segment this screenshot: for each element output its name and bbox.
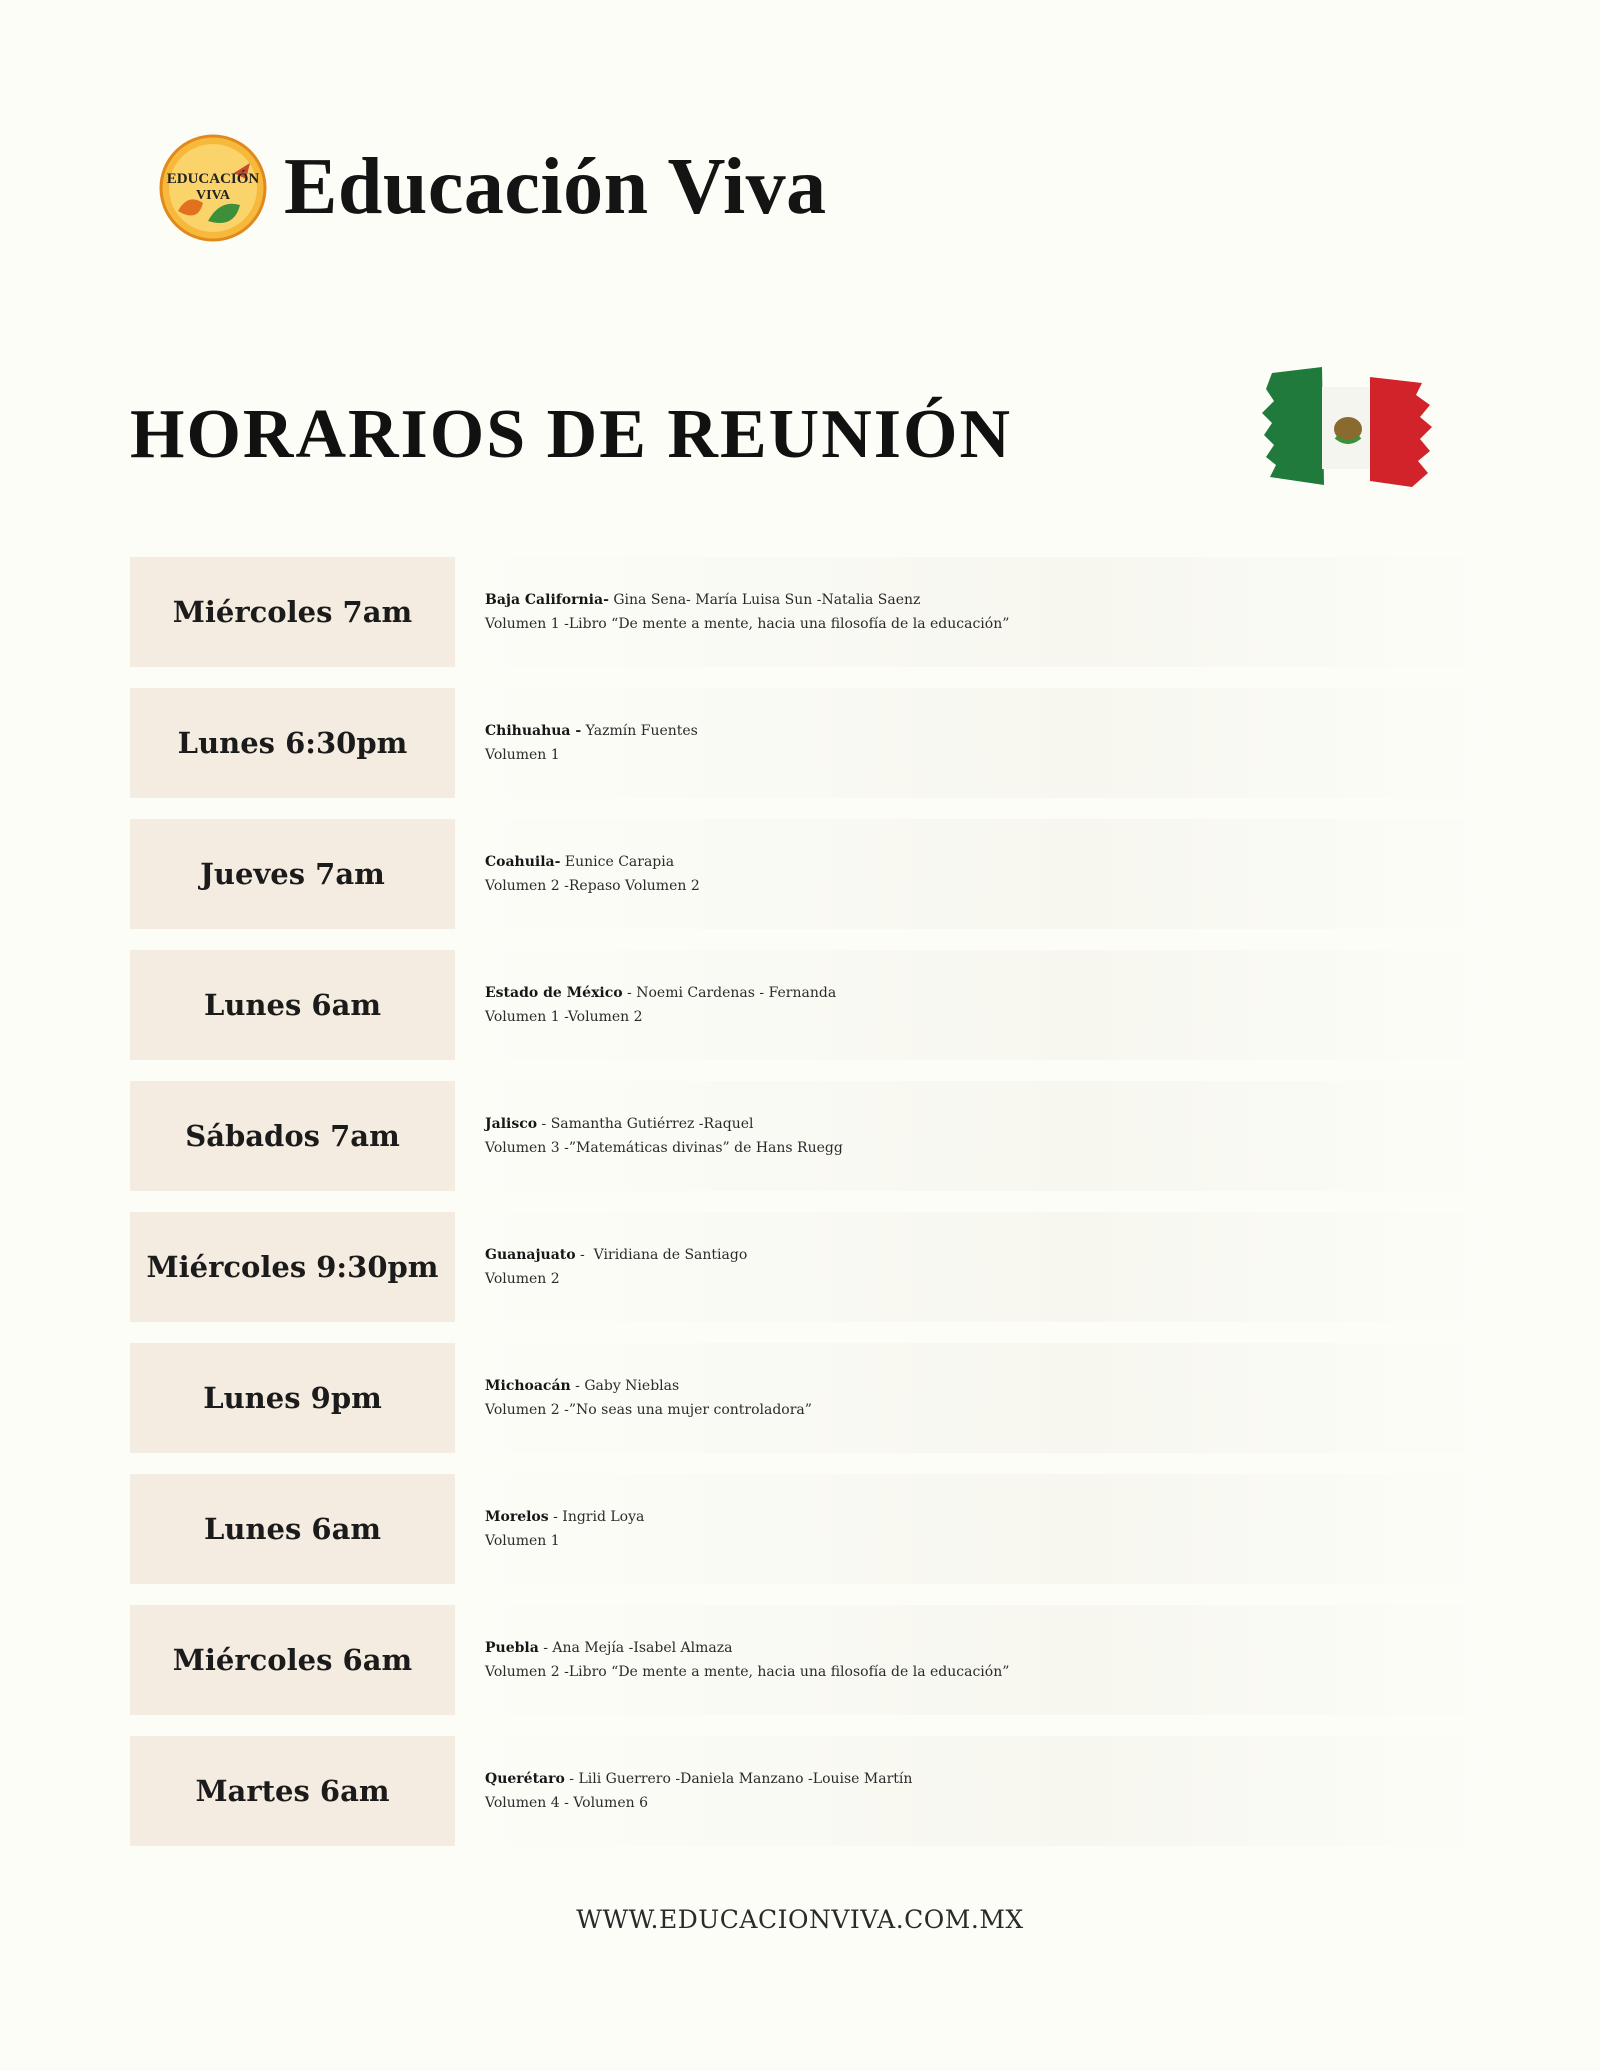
facilitator-names: Gina Sena- María Luisa Sun -Natalia Saenz xyxy=(608,592,921,609)
meeting-day-time: Miércoles 9:30pm xyxy=(130,1212,455,1322)
meeting-details xyxy=(455,1212,1500,1322)
schedule-row xyxy=(130,1343,1500,1453)
meeting-details xyxy=(455,1081,1500,1191)
state-name: Guanajuato xyxy=(485,1247,576,1264)
educacion-viva-logo-icon xyxy=(158,133,268,243)
volume-info: Volumen 1 -Volumen 2 xyxy=(485,1008,643,1025)
facilitator-names: - Ingrid Loya xyxy=(548,1509,645,1526)
facilitator-names: - Samantha Gutiérrez -Raquel xyxy=(537,1116,754,1133)
volume-info: Volumen 2 -”No seas una mujer controladora” xyxy=(485,1401,812,1418)
schedule-row xyxy=(130,688,1500,798)
logo-text-top: EDUCACIÓN xyxy=(166,170,260,187)
volume-info: Volumen 4 - Volumen 6 xyxy=(485,1794,648,1811)
facilitator-names: - Noemi Cardenas - Fernanda xyxy=(622,985,837,1002)
volume-info: Volumen 1 xyxy=(485,746,560,763)
meeting-day-time: Sábados 7am xyxy=(130,1081,455,1191)
meeting-group-line xyxy=(485,1247,1500,1265)
meeting-group-line xyxy=(485,592,1500,610)
meeting-group-line xyxy=(485,1116,1500,1134)
volume-info: Volumen 2 -Libro “De mente a mente, hacia una filosofía de la educación” xyxy=(485,1663,1010,1680)
meeting-details xyxy=(455,557,1500,667)
facilitator-names: - Ana Mejía -Isabel Almaza xyxy=(538,1640,733,1657)
meeting-details xyxy=(455,1736,1500,1846)
facilitator-names: - Viridiana de Santiago xyxy=(575,1247,748,1264)
mexico-flag-icon xyxy=(1262,365,1432,490)
state-name: Querétaro xyxy=(485,1771,565,1788)
meeting-group-line xyxy=(485,723,1500,741)
schedule-row xyxy=(130,950,1500,1060)
footer-url[interactable]: WWW.EDUCACIONVIVA.COM.MX xyxy=(576,1905,1024,1934)
meeting-group-line xyxy=(485,1640,1500,1658)
schedule-row xyxy=(130,1081,1500,1191)
brand-header xyxy=(158,130,827,245)
meeting-details xyxy=(455,1474,1500,1584)
meeting-day-time: Martes 6am xyxy=(130,1736,455,1846)
schedule-row xyxy=(130,819,1500,929)
schedule-row xyxy=(130,1605,1500,1715)
page-title: HORARIOS DE REUNIÓN xyxy=(130,396,1012,473)
meeting-group-line xyxy=(485,1771,1500,1789)
schedule-row xyxy=(130,1212,1500,1322)
meeting-day-time: Miércoles 6am xyxy=(130,1605,455,1715)
facilitator-names: - Lili Guerrero -Daniela Manzano -Louise Martín xyxy=(564,1771,913,1788)
meeting-day-time: Lunes 6am xyxy=(130,1474,455,1584)
state-name: Michoacán xyxy=(485,1378,571,1395)
schedule-table xyxy=(130,557,1500,1867)
meeting-group-line xyxy=(485,1378,1500,1396)
state-name: Estado de México xyxy=(485,985,623,1002)
volume-info: Volumen 1 -Libro “De mente a mente, hacia una filosofía de la educación” xyxy=(485,615,1010,632)
brand-name: Educación Viva xyxy=(284,143,827,231)
facilitator-names: Yazmín Fuentes xyxy=(581,723,698,740)
logo-text-bottom: VIVA xyxy=(196,187,230,203)
meeting-details xyxy=(455,1605,1500,1715)
meeting-group-line xyxy=(485,1509,1500,1527)
facilitator-names: Eunice Carapia xyxy=(560,854,675,871)
meeting-day-time: Jueves 7am xyxy=(130,819,455,929)
facilitator-names: - Gaby Nieblas xyxy=(570,1378,680,1395)
schedule-row xyxy=(130,1736,1500,1846)
state-name: Baja California- xyxy=(485,592,609,609)
meeting-day-time: Lunes 6:30pm xyxy=(130,688,455,798)
meeting-details xyxy=(455,688,1500,798)
volume-info: Volumen 2 -Repaso Volumen 2 xyxy=(485,877,700,894)
meeting-details xyxy=(455,950,1500,1060)
meeting-day-time: Lunes 9pm xyxy=(130,1343,455,1453)
volume-info: Volumen 1 xyxy=(485,1532,560,1549)
state-name: Chihuahua - xyxy=(485,723,582,740)
state-name: Jalisco xyxy=(485,1116,538,1133)
volume-info: Volumen 3 -”Matemáticas divinas” de Hans Ruegg xyxy=(485,1139,843,1156)
meeting-day-time: Lunes 6am xyxy=(130,950,455,1060)
state-name: Coahuila- xyxy=(485,854,561,871)
meeting-details xyxy=(455,1343,1500,1453)
meeting-group-line xyxy=(485,854,1500,872)
meeting-day-time: Miércoles 7am xyxy=(130,557,455,667)
state-name: Puebla xyxy=(485,1640,539,1657)
state-name: Morelos xyxy=(485,1509,549,1526)
schedule-row xyxy=(130,1474,1500,1584)
meeting-group-line xyxy=(485,985,1500,1003)
volume-info: Volumen 2 xyxy=(485,1270,560,1287)
meeting-details xyxy=(455,819,1500,929)
schedule-row xyxy=(130,557,1500,667)
